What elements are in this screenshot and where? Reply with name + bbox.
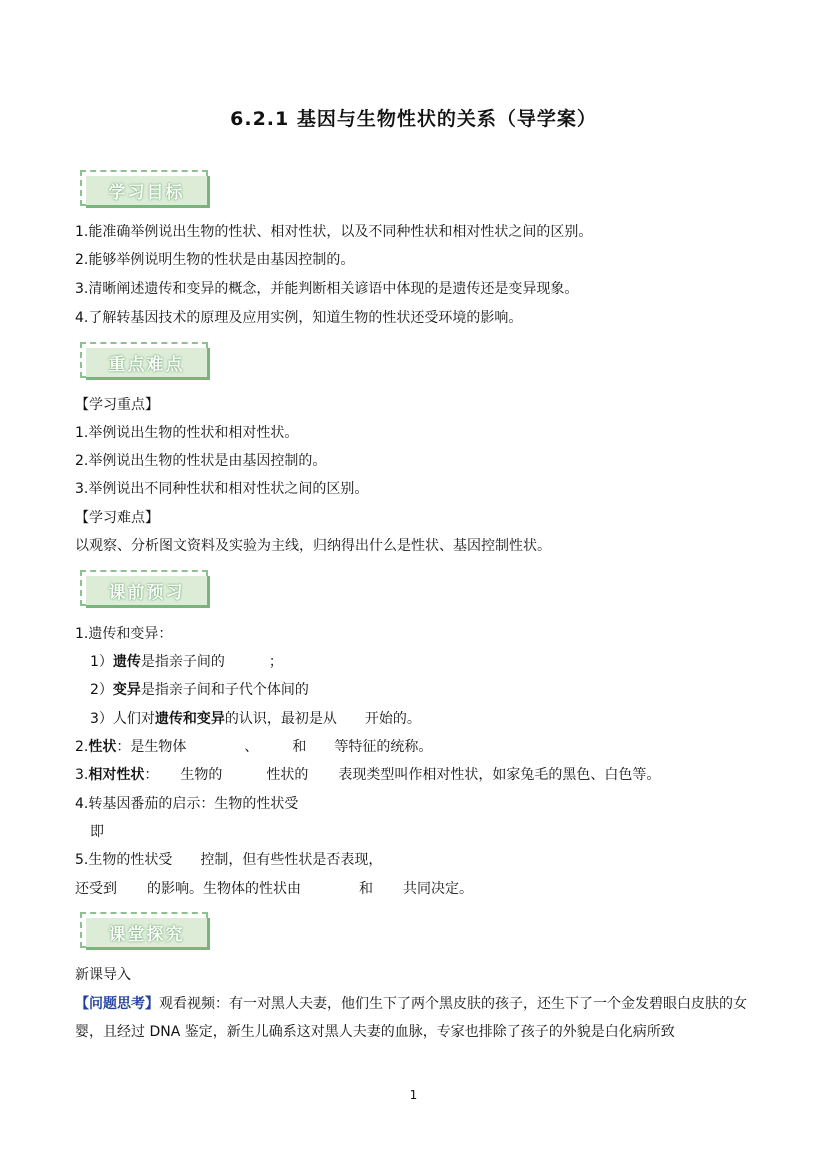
section-badge-objectives <box>80 170 212 210</box>
section-badge-label: 重点难点 <box>86 348 210 380</box>
preview-q1: 1.遗传和变异： <box>75 626 173 642</box>
focus-item: 1.举例说出生物的性状和相对性状。 <box>75 425 299 441</box>
new-lesson-intro: 新课导入 <box>75 967 131 983</box>
preview-q2: 2.性状：是生物体 、 和 等特征的统称。 <box>75 739 433 755</box>
section-badge-key-points <box>80 342 212 382</box>
question-tag: 【问题思考】 <box>75 996 159 1012</box>
preview-q5: 5.生物的性状受 控制，但有些性状是否表现， <box>75 852 383 868</box>
objective-item: 1.能准确举例说出生物的性状、相对性状，以及不同种性状和相对性状之间的区别。 <box>75 224 593 240</box>
objective-item: 4.了解转基因技术的原理及应用实例，知道生物的性状还受环境的影响。 <box>75 310 523 326</box>
section-badge-label: 课堂探究 <box>86 918 210 950</box>
section-badge-label: 课前预习 <box>86 576 210 608</box>
preview-q4b: 即 <box>90 824 104 840</box>
page-number: 1 <box>409 1088 418 1102</box>
difficulty-header: 【学习难点】 <box>75 510 159 526</box>
difficulty-text: 以观察、分析图文资料及实验为主线，归纳得出什么是性状、基因控制性状。 <box>75 538 551 554</box>
preview-q1b: 2）变异是指亲子间和子代个体间的 <box>90 682 309 698</box>
question-paragraph <box>75 990 755 1046</box>
objective-item: 3.清晰阐述遗传和变异的概念，并能判断相关谚语中体现的是遗传还是变异现象。 <box>75 281 579 297</box>
preview-q4: 4.转基因番茄的启示：生物的性状受 <box>75 796 299 812</box>
preview-q5-cont: 还受到 的影响。生物体的性状由 和 共同决定。 <box>75 881 473 897</box>
page-title: 6.2.1 基因与生物性状的关系（导学案） <box>230 108 597 130</box>
preview-q1c: 3）人们对遗传和变异的认识，最初是从 开始的。 <box>90 711 421 727</box>
preview-q1a: 1）遗传是指亲子间的 ； <box>90 654 283 670</box>
question-text: 观看视频：有一对黑人夫妻，他们生下了两个黑皮肤的孩子，还生下了一个金发碧眼白皮肤的女婴，且经过 DNA 鉴定，新生儿确系这对黑人夫妻的血脉，专家也排除了孩子的外貌是白化病所致 <box>75 996 747 1040</box>
focus-item: 3.举例说出不同种性状和相对性状之间的区别。 <box>75 481 369 497</box>
section-badge-label: 学习目标 <box>86 176 210 208</box>
preview-q3: 3.相对性状： 生物的 性状的 表现类型叫作相对性状，如家兔毛的黑色、白色等。 <box>75 767 661 783</box>
focus-header: 【学习重点】 <box>75 397 159 413</box>
focus-item: 2.举例说出生物的性状是由基因控制的。 <box>75 453 327 469</box>
section-badge-explore <box>80 912 212 952</box>
section-badge-preview <box>80 570 212 610</box>
objective-item: 2.能够举例说明生物的性状是由基因控制的。 <box>75 252 355 268</box>
